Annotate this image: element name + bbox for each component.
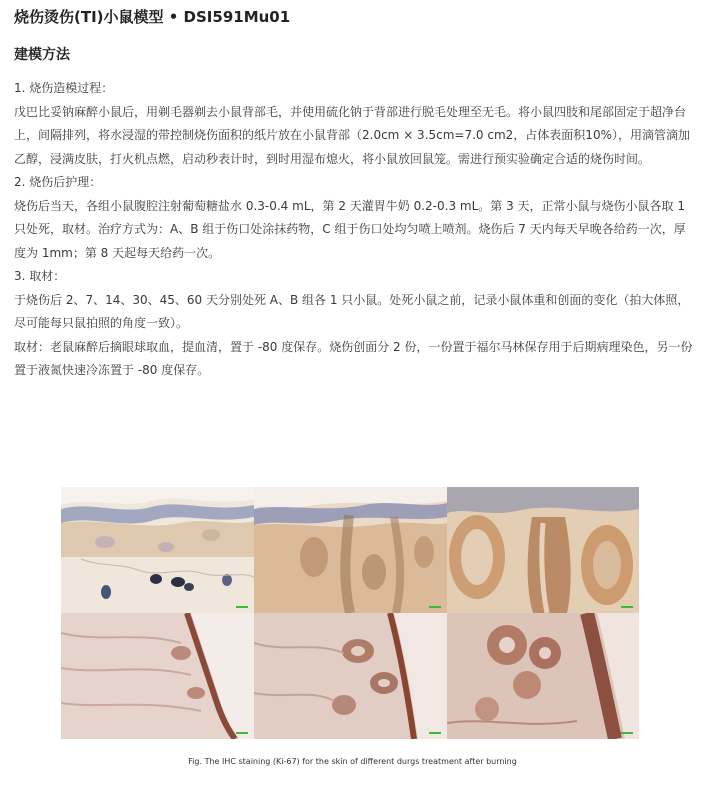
micrograph-image bbox=[254, 613, 447, 739]
figure-caption: Fig. The IHC staining (Ki-67) for the skin of different durgs treatment after burning bbox=[188, 757, 517, 766]
scale-bar bbox=[429, 732, 441, 734]
step-2-text: 烧伤后当天，各组小鼠腹腔注射葡萄糖盐水 0.3-0.4 mL，第 2 天灌胃牛奶 0.2-0.3 mL。第 3 天，正常小鼠与烧伤小鼠各取 1 只处死，取材。治疗方式为：A、B 组于伤口处涂抹药物，C 组于伤口处均匀喷上喷剂。烧伤后 7 天内每天早晚各给药一次，厚度为 1mm；第 8 天起每天给药一次。 bbox=[14, 198, 686, 260]
page-title: 烧伤烫伤(TI)小鼠模型 • DSI591Mu01 bbox=[14, 8, 291, 26]
scale-bar bbox=[236, 606, 248, 608]
micrograph-image bbox=[61, 487, 254, 613]
micrograph-panel bbox=[61, 487, 254, 613]
method-body bbox=[14, 77, 694, 383]
step-3-heading: 3. 取材： bbox=[14, 269, 66, 283]
micrograph-image bbox=[254, 487, 447, 613]
micrograph-panel bbox=[61, 613, 254, 739]
scale-bar bbox=[621, 606, 633, 608]
step-3-sampling-text: 取材：老鼠麻醉后摘眼球取血，提血清，置于 -80 度保存。烧伤创面分 2 份，一份置于福尔马林保存用于后期病理染色，另一份置于液氮快速冷冻置于 -80 度保存。 bbox=[14, 339, 693, 377]
step-2-heading: 2. 烧伤后护理： bbox=[14, 175, 102, 189]
scale-bar bbox=[621, 732, 633, 734]
step-3-text: 于烧伤后 2、7、14、30、45、60 天分别处死 A、B 组各 1 只小鼠。处死小鼠之前，记录小鼠体重和创面的变化（拍大体照，尽可能每只鼠拍照的角度一致）。 bbox=[14, 292, 690, 330]
micrograph-panel bbox=[447, 613, 639, 739]
scale-bar bbox=[236, 732, 248, 734]
micrograph-panel bbox=[447, 487, 639, 613]
step-1-heading: 1. 烧伤造模过程： bbox=[14, 81, 114, 95]
micrograph-panel bbox=[254, 487, 447, 613]
micrograph-image bbox=[447, 613, 639, 739]
scale-bar bbox=[429, 606, 441, 608]
section-heading: 建模方法 bbox=[14, 47, 70, 63]
micrograph-image bbox=[61, 613, 254, 739]
ihc-figure-grid bbox=[61, 487, 639, 739]
micrograph-panel bbox=[254, 613, 447, 739]
micrograph-image bbox=[447, 487, 639, 613]
step-1-text: 戊巴比妥钠麻醉小鼠后，用剃毛器剃去小鼠背部毛，并使用硫化钠于背部进行脱毛处理至无毛。将小鼠四肢和尾部固定于超净台上，间隔排列，将水浸湿的带控制烧伤面积的纸片放在小鼠背部（2.0cm × 3.5cm=7.0 cm2，占体表面积10%），用滴管滴加乙醇，浸满皮肤，打火机点燃，启动秒表计时，到时用湿布熄火，将小鼠放回鼠笼。需进行预实验确定合适的烧伤时间。 bbox=[14, 104, 690, 166]
